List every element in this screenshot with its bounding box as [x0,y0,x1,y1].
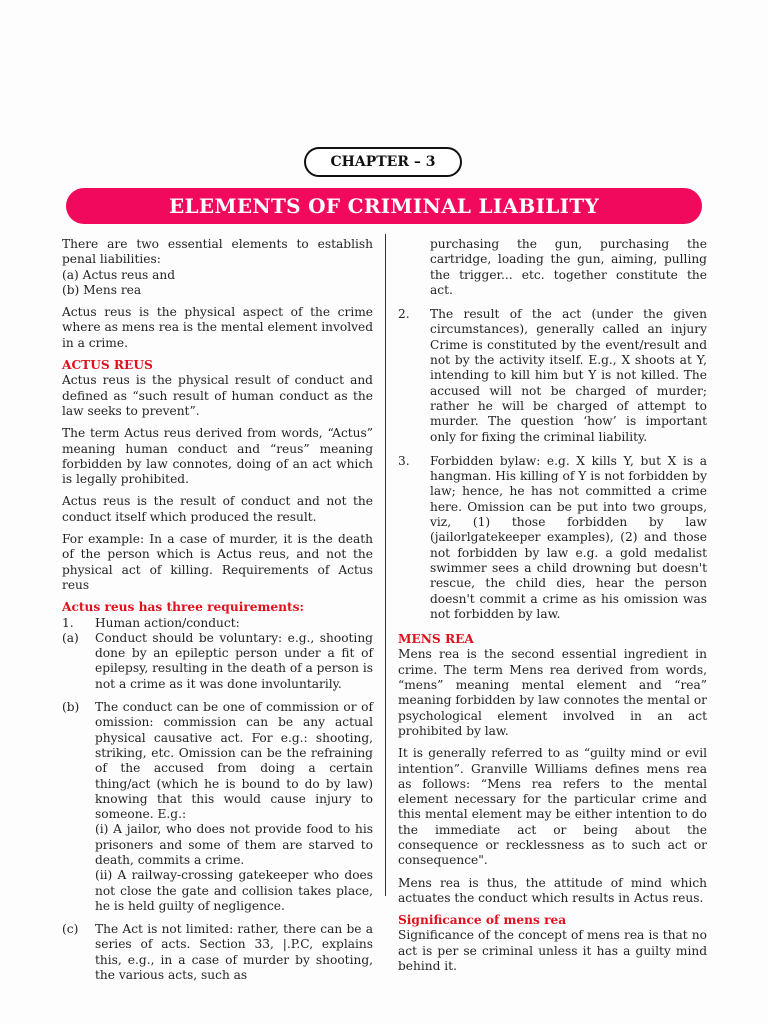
list-item-text: The conduct can be one of commission or of omission: commission can be any actual physical causative act. For e.g.: shooting, striking, etc. Omission can be the refraining of the accused from doing a certain thing/act (which he is bound to do by law) knowing that this would cause injury to someone. E.g.: [95,700,373,822]
subheading-three-requirements: Actus reus has three requirements: [62,600,305,615]
paragraph: Significance of the concept of mens rea is that no act is per se criminal unless it has a guilty mind behind it. [398,928,707,974]
paragraph: Actus reus is the physical result of conduct and defined as “such result of human conduct as the law seeks to prevent”. [62,373,373,418]
subheading-significance: Significance of mens rea [398,913,567,928]
list-item-body [95,700,373,914]
list-item-text: Conduct should be voluntary: e.g., shooting done by an epileptic person under a fit of epilepsy, resulting in the death of a person is not a crime as it was done involuntarily. [95,630,373,691]
list-item [62,616,373,631]
left-column [62,237,373,983]
paragraph: It is generally referred to as “guilty mind or evil intention”. Granville Williams defines mens rea as follows: “Mens rea refers to the mental element necessary for the particular crime and this mental element may be either intention to do the immediate act or being about the consequence or recklessness as to such act or consequence". [398,746,707,868]
list-item-text: The result of the act (under the given circumstances), generally called an injury Crime is constituted by the event/result and not by the activity itself. E.g., X shoots at Y, intending to kill him but Y is not killed. The accused will not be charged of murder; rather he will be charged of attempt to murder. The question ‘how’ is important only for fixing the criminal liability. [430,307,707,444]
list-item [62,922,373,983]
list-marker: (b) [62,700,80,715]
paragraph: Mens rea is thus, the attitude of mind which actuates the conduct which results in Actus reus. [398,875,707,905]
paragraph: The term Actus reus derived from words, “Actus” meaning human conduct and “reus” meaning forbidden by law connotes, doing of an act which is legally prohibited. [62,426,373,487]
list-item-text: The Act is not limited: rather, there can be a series of acts. Section 33, |.P.C, explains this, e.g., in a case of murder by shooting, the various acts, such as [95,922,373,983]
list-marker: 1. [62,615,74,630]
chapter-title-banner: ELEMENTS OF CRIMINAL LIABILITY [66,188,702,224]
list-marker: 2. [398,307,410,322]
column-divider [385,234,386,896]
intro-item-b: (b) Mens rea [62,282,142,297]
list-marker: 3. [398,453,410,468]
intro-item-a: (a) Actus reus and [62,267,176,282]
list-item-text: Human action/conduct: [95,615,240,630]
chapter-label: CHAPTER – 3 [304,147,462,177]
list-item [62,700,373,914]
paragraph: Actus reus is the result of conduct and not the conduct itself which produced the result. [62,494,373,524]
paragraph: For example: In a case of murder, it is the death of the person which is Actus reus, and not the physical act of killing. Requirements of Actus reus [62,532,373,592]
paragraph: Mens rea is the second essential ingredient in crime. The term Mens rea derived from words, “mens” meaning mental element and “rea” meaning forbidden by law connotes the mental or psychological element involved in an act prohibited by law. [398,647,707,738]
example-i: (i) A jailor, who does not provide food to his prisoners and some of them are starved to death, commits a crime. [95,822,373,867]
list-marker: (a) [62,630,79,645]
section-heading-actus-reus: ACTUS REUS [62,358,153,373]
list-marker: (c) [62,922,79,937]
right-column [398,237,707,981]
list-item [398,307,707,445]
example-ii: (ii) A railway-crossing gatekeeper who does not close the gate and collision takes place, he is held guilty of negligence. [95,868,373,913]
list-item-text: Forbidden bylaw: e.g. X kills Y, but X is a hangman. His killing of Y is not forbidden by law; hence, he has not committed a crime here. Omission can be put into two groups, viz, (1) those forbidden by law (jailorlgatekeeper examples), (2) and those not forbidden by law e.g. a gold medalist swimmer sees a child drowning but doesn't rescue, the child dies, hear the person doesn't commit a crime as his omission was not forbidden by law. [430,453,707,621]
list-item [398,454,707,622]
section-heading-mens-rea: MENS REA [398,632,474,647]
paragraph: Actus reus is the physical aspect of the crime where as mens rea is the mental element involved in a crime. [62,305,373,350]
list-item-continuation: purchasing the gun, purchasing the cartridge, loading the gun, aiming, pulling the trigger... etc. together constitute the act. [430,237,707,297]
list-item [62,631,373,692]
intro-paragraph: There are two essential elements to establish penal liabilities: [62,237,373,267]
